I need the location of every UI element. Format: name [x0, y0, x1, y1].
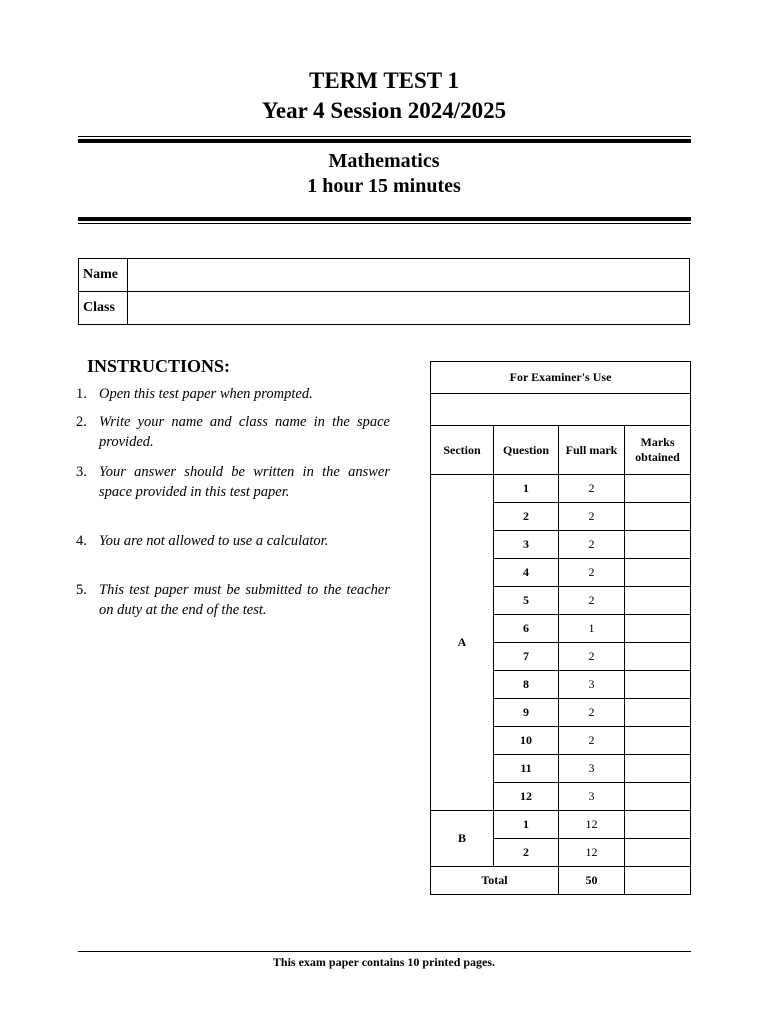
question-number: 2: [494, 839, 559, 867]
marks-obtained-cell[interactable]: [625, 755, 691, 783]
instruction-number: 2.: [76, 414, 87, 430]
instructions-heading: INSTRUCTIONS:: [87, 356, 231, 376]
full-mark-value: 2: [559, 643, 625, 671]
instruction-number: 4.: [76, 533, 87, 549]
marks-obtained-cell[interactable]: [625, 615, 691, 643]
name-field[interactable]: [128, 259, 690, 292]
student-info-table: [78, 258, 690, 325]
instruction-text: This test paper must be submitted to the teacher on duty at the end of the test.: [99, 582, 390, 618]
instruction-text: Your answer should be written in the answer space provided in this test paper.: [99, 464, 390, 500]
footer-text: This exam paper contains 10 printed pages.: [272, 955, 496, 969]
full-mark-value: 2: [559, 587, 625, 615]
class-field[interactable]: [128, 292, 690, 325]
header-full-mark: Full mark: [559, 426, 625, 475]
duration-text: 1 hour 15 minutes: [307, 175, 461, 197]
test-title: TERM TEST 1: [309, 68, 459, 93]
total-label: Total: [431, 867, 559, 895]
marks-obtained-cell[interactable]: [625, 475, 691, 503]
header-question: Question: [494, 426, 559, 475]
table-row: [431, 475, 691, 503]
marks-obtained-cell[interactable]: [625, 727, 691, 755]
instruction-text: You are not allowed to use a calculator.: [99, 533, 329, 549]
instruction-text: Write your name and class name in the space provided.: [99, 414, 390, 450]
question-number: 5: [494, 587, 559, 615]
instruction-item: [76, 384, 390, 404]
instruction-item: [76, 412, 390, 452]
divider: [78, 136, 691, 137]
divider: [78, 217, 691, 221]
section-b-label: B: [431, 811, 494, 867]
full-mark-value: 3: [559, 783, 625, 811]
full-mark-value: 2: [559, 559, 625, 587]
marks-obtained-cell[interactable]: [625, 559, 691, 587]
instruction-item: [76, 462, 390, 502]
marks-obtained-cell[interactable]: [625, 587, 691, 615]
table-row: [431, 811, 691, 839]
subject-title: Mathematics: [328, 150, 440, 172]
instruction-number: 3.: [76, 464, 87, 480]
full-mark-value: 2: [559, 699, 625, 727]
full-mark-value: 12: [559, 839, 625, 867]
class-label: Class: [79, 292, 128, 325]
marks-obtained-cell[interactable]: [625, 643, 691, 671]
full-mark-value: 3: [559, 755, 625, 783]
question-number: 6: [494, 615, 559, 643]
question-number: 7: [494, 643, 559, 671]
footer-divider: [78, 951, 691, 952]
question-number: 11: [494, 755, 559, 783]
total-value: 50: [559, 867, 625, 895]
examiner-blank-row: [431, 394, 691, 426]
full-mark-value: 1: [559, 615, 625, 643]
divider: [78, 223, 691, 224]
instruction-item: [76, 580, 390, 620]
question-number: 9: [494, 699, 559, 727]
name-label: Name: [79, 259, 128, 292]
instruction-number: 5.: [76, 582, 87, 598]
section-a-label: A: [431, 475, 494, 811]
marks-obtained-cell[interactable]: [625, 699, 691, 727]
divider: [78, 139, 691, 143]
examiner-table: [430, 361, 691, 895]
full-mark-value: 2: [559, 503, 625, 531]
total-obtained-cell[interactable]: [625, 867, 691, 895]
question-number: 3: [494, 531, 559, 559]
session-title: Year 4 Session 2024/2025: [261, 98, 507, 123]
instruction-text: Open this test paper when prompted.: [99, 386, 313, 402]
instruction-number: 1.: [76, 386, 87, 402]
question-number: 4: [494, 559, 559, 587]
full-mark-value: 2: [559, 531, 625, 559]
marks-obtained-cell[interactable]: [625, 503, 691, 531]
question-number: 8: [494, 671, 559, 699]
question-number: 2: [494, 503, 559, 531]
marks-obtained-cell[interactable]: [625, 811, 691, 839]
question-number: 12: [494, 783, 559, 811]
instruction-item: [76, 531, 390, 551]
header-section: Section: [431, 426, 494, 475]
full-mark-value: 12: [559, 811, 625, 839]
total-row: [431, 867, 691, 895]
question-number: 10: [494, 727, 559, 755]
marks-obtained-cell[interactable]: [625, 839, 691, 867]
full-mark-value: 2: [559, 727, 625, 755]
marks-obtained-cell[interactable]: [625, 531, 691, 559]
marks-obtained-cell[interactable]: [625, 671, 691, 699]
question-number: 1: [494, 811, 559, 839]
header-marks-obtained: Marks obtained: [625, 426, 691, 475]
full-mark-value: 2: [559, 475, 625, 503]
examiner-caption: For Examiner's Use: [431, 362, 691, 394]
marks-obtained-cell[interactable]: [625, 783, 691, 811]
full-mark-value: 3: [559, 671, 625, 699]
question-number: 1: [494, 475, 559, 503]
